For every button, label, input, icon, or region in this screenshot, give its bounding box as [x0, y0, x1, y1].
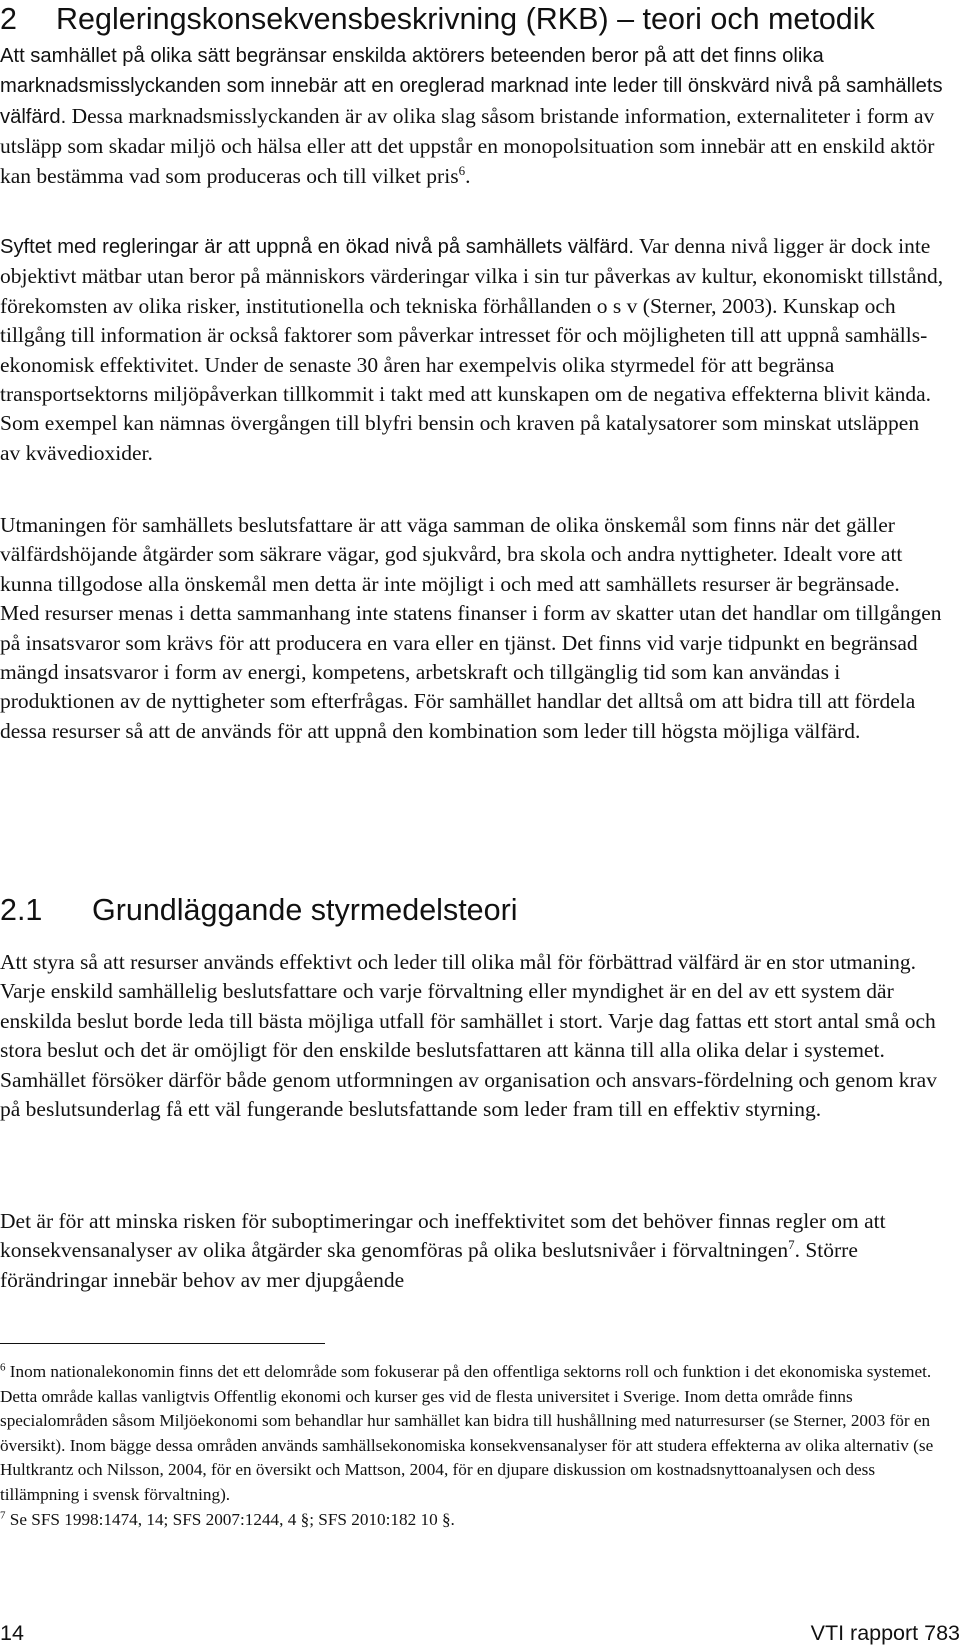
paragraph-2-body: Var denna nivå ligger är dock inte objektivt mätbar utan beror på människors värderingar vilka i sin tur påverkas av kultur, ekonomiskt tillstånd, förekomsten av olika risker, institutionella och tekniska förhållanden o s v (Sterner, 2003). Kunskap och tillgång till information är också faktorer som påverkar intresset för och möjligheten till att uppnå samhälls-ekonomisk effektivitet. Under de senaste 30 åren har exempelvis olika styrmedel för att begränsa transportsektorns miljöpåverkan tillkommit i takt med att kunskapen om de negativa effekterna blivit kända. Som exempel kan nämnas övergången till blyfri bensin och kraven på katalysatorer som minskat utsläppen av kvävedioxider. [0, 234, 944, 465]
paragraph-4: Att styra så att resurser används effektivt och leder till olika mål för förbättrad välfärd är en stor utmaning. Varje enskild samhällelig beslutsfattare och varje förvaltning eller myndighet är en del av ett system där enskilda beslut borde leda till bästa möjliga utfall för samhället i stort. Varje dag fattas ett stort antal små och stora beslut och det är omöjligt för den enskilde beslutsfattaren att känna till alla olika delar i systemet. Samhället försöker därför både genom utformningen av organisation och ansvars-fördelning och genom krav på beslutsunderlag få ett väl fungerande beslutsfattande som leder fram till en effektiv styrning. [0, 950, 937, 1122]
page-number: 14 [0, 1621, 24, 1645]
paragraph-2-lead: Syftet med regleringar är att uppnå en ökad nivå på samhällets välfärd. [0, 236, 635, 258]
section-heading [0, 2, 875, 37]
paragraph-1-lead: Att samhället på olika sätt begränsar enskilda aktörers beteenden beror på att det finns olika marknadsmisslyckanden som innebär att en oreglerad marknad inte leder till önskvärd nivå på samhällets välfärd. [0, 45, 943, 128]
footnotes [0, 1360, 944, 1532]
footnote-divider [0, 1343, 325, 1344]
footnote-ref-6[interactable]: 6 [458, 162, 466, 178]
paragraph-3: Utmaningen för samhällets beslutsfattare är att väga samman de olika önskemål som finns när det gäller välfärdshöjande åtgärder som säkrare vägar, god sjukvård, bra skola och andra nyttigheter. Idealt vore att kunna tillgodose alla önskemål men detta är inte möjligt i och med att samhällets resurser är begränsade. Med resurser menas i detta sammanhang inte statens finanser i form av skatter utan det handlar om tillgången på insatsvaror som krävs för att producera en vara eller en tjänst. Det finns vid varje tidpunkt en begränsad mängd insatsvaror i form av energi, kompetens, arbetskraft och tillgänglig tid som kan användas i produktionen av de nyttigheter som efterfrågas. För samhället handlar det alltså om att bidra till att fördela dessa resurser så att de används för att uppnå den kombination som leder till högsta möjliga välfärd. [0, 513, 942, 743]
subsection-number: 2.1 [0, 893, 43, 927]
paragraph-1-end: . [465, 163, 471, 188]
footnote-number: 6 [0, 1361, 6, 1374]
footnote-6 [0, 1360, 944, 1508]
footnote-text: Inom nationalekonomin finns det ett delområde som fokuserar på den offentliga sektorns roll och funktion i det ekonomiska systemet. Detta område kallas vanligtvis Offentlig ekonomi och kurser ges vid de flesta universitet i Sverige. Inom detta område finns specialområden såsom Miljöekonomi som behandlar hur samhället kan bidra till hushållning med naturresurser (se Sterner, 2003 för en översikt). Inom bägge dessa områden används samhällsekonomiska konsekvensanalyser för att studera effekterna av olika alternativ (se Hultkrantz och Nilsson, 2004, för en översikt och Mattson, 2004, för en djupare diskussion om kostnadsnyttoanalysen och dess tillämpning i svensk förvaltning). [0, 1362, 934, 1504]
footnote-7 [0, 1508, 944, 1533]
footnote-text: Se SFS 1998:1474, 14; SFS 2007:1244, 4 §; SFS 2010:182 10 §. [5, 1509, 455, 1529]
subsection-title: Grundläggande styrmedelsteori [92, 893, 518, 927]
report-label: VTI rapport 783 [810, 1621, 960, 1645]
paragraph-5-end: . Större förändringar innebär behov av mer djupgående [0, 1238, 858, 1292]
paragraph-5-text: Det är för att minska risken för suboptimeringar och ineffektivitet som det behöver finnas regler om att konsekvensanalyser av olika åtgärder ska genomföras på olika beslutsnivåer i förvaltningen [0, 1209, 886, 1263]
footnote-number: 7 [0, 1508, 6, 1521]
paragraph-1 [0, 41, 944, 191]
section-number: 2 [0, 2, 17, 36]
paragraph-5 [0, 1207, 944, 1295]
paragraph-2 [0, 232, 944, 468]
subsection-heading [0, 893, 518, 928]
section-title: Regleringskonsekvensbeskrivning (RKB) – teori och metodik [56, 2, 875, 36]
paragraph-1-body: Dessa marknadsmisslyckanden är av olika slag såsom bristande information, externaliteter i form av utsläpp som skadar miljö och hälsa eller att det uppstår en monopolsituation som innebär att en enskild aktör kan bestämma vad som produceras och till vilket pris [0, 103, 935, 188]
footnote-ref-7[interactable]: 7 [788, 1237, 795, 1253]
